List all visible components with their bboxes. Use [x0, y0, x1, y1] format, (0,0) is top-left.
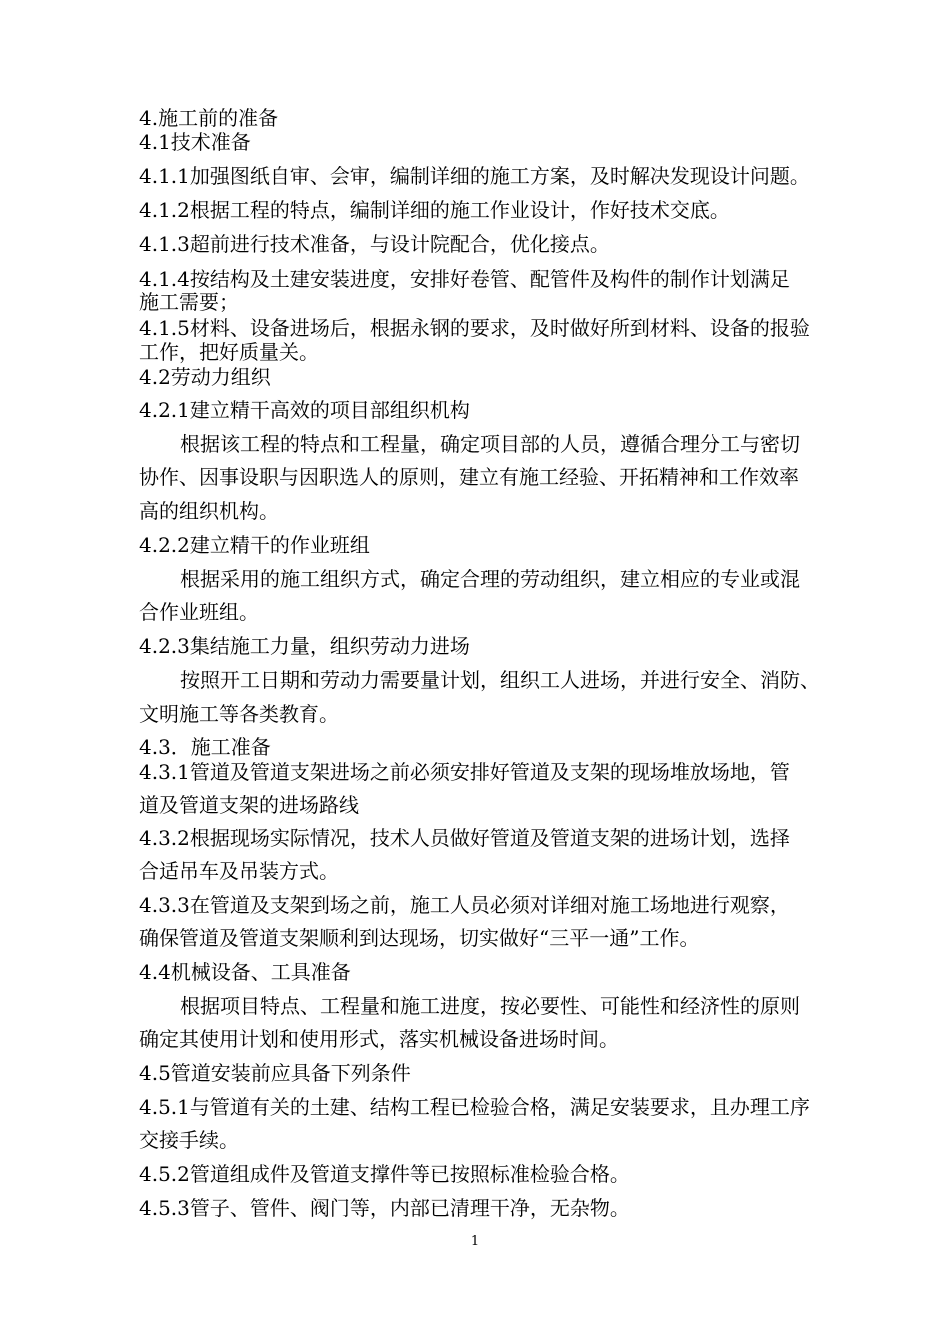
text-line: 4.5.1与管道有关的土建、结构工程已检验合格，满足安装要求，且办理工序: [139, 1095, 810, 1119]
paragraph-line: 合作业班组。: [139, 600, 259, 624]
text-line: 道及管道支架的进场路线: [139, 793, 359, 817]
text-line: 4.2.2建立精干的作业班组: [139, 533, 370, 557]
text-line: 4.5.2管道组成件及管道支撑件等已按照标准检验合格。: [139, 1162, 630, 1186]
text-line: 确保管道及管道支架顺利到达现场，切实做好“三平一通”工作。: [139, 926, 700, 950]
text-line: 4.1.1加强图纸自审、会审，编制详细的施工方案，及时解决发现设计问题。: [139, 164, 810, 188]
paragraph-line: 按照开工日期和劳动力需要量计划，组织工人进场，并进行安全、消防、: [180, 668, 820, 692]
subsection-heading: 4.3．施工准备: [139, 735, 271, 759]
page-number: 1: [470, 1234, 480, 1249]
paragraph-line: 文明施工等各类教育。: [139, 702, 339, 726]
subsection-heading: 4.1技术准备: [139, 130, 251, 154]
paragraph-line: 根据该工程的特点和工程量，确定项目部的人员，遵循合理分工与密切: [180, 432, 800, 456]
text-line: 4.2.3集结施工力量，组织劳动力进场: [139, 634, 470, 658]
text-line: 4.1.3超前进行技术准备，与设计院配合，优化接点。: [139, 232, 610, 256]
text-line: 4.1.4按结构及土建安装进度，安排好卷管、配管件及构件的制作计划满足: [139, 267, 790, 291]
paragraph-line: 根据项目特点、工程量和施工进度，按必要性、可能性和经济性的原则: [180, 994, 800, 1018]
text-line: 4.1.2根据工程的特点，编制详细的施工作业设计，作好技术交底。: [139, 198, 730, 222]
section-heading: 4.施工前的准备: [139, 106, 279, 130]
paragraph-line: 根据采用的施工组织方式，确定合理的劳动组织，建立相应的专业或混: [180, 567, 800, 591]
text-line: 工作，把好质量关。: [139, 340, 319, 364]
text-line: 施工需要；: [139, 290, 239, 314]
subsection-heading: 4.4机械设备、工具准备: [139, 960, 351, 984]
text-line: 4.3.1管道及管道支架进场之前必须安排好管道及支架的现场堆放场地，管: [139, 760, 790, 784]
text-line: 交接手续。: [139, 1128, 239, 1152]
subsection-heading: 4.2劳动力组织: [139, 365, 271, 389]
text-line: 4.3.2根据现场实际情况，技术人员做好管道及管道支架的进场计划，选择: [139, 826, 790, 850]
text-line: 4.2.1建立精干高效的项目部组织机构: [139, 398, 470, 422]
text-line: 合适吊车及吊装方式。: [139, 859, 339, 883]
text-line: 4.3.3在管道及支架到场之前，施工人员必须对详细对施工场地进行观察，: [139, 893, 790, 917]
paragraph-line: 协作、因事设职与因职选人的原则，建立有施工经验、开拓精神和工作效率: [139, 465, 799, 489]
text-line: 4.1.5材料、设备进场后，根据永钢的要求，及时做好所到材料、设备的报验: [139, 316, 810, 340]
text-line: 4.5.3管子、管件、阀门等，内部已清理干净，无杂物。: [139, 1196, 630, 1220]
paragraph-line: 确定其使用计划和使用形式，落实机械设备进场时间。: [139, 1027, 619, 1051]
subsection-heading: 4.5管道安装前应具备下列条件: [139, 1061, 411, 1085]
paragraph-line: 高的组织机构。: [139, 499, 279, 523]
